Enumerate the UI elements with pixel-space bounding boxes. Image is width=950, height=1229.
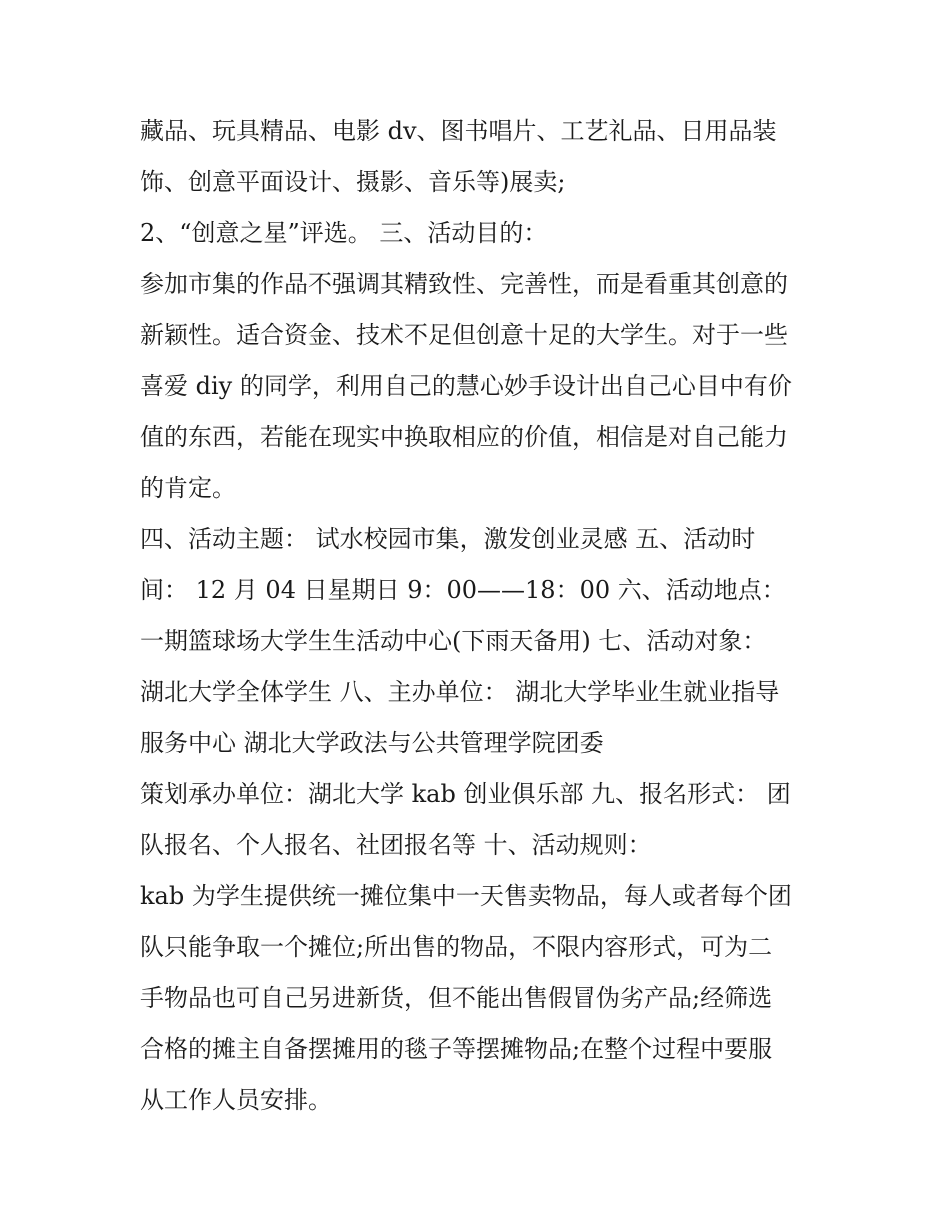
text-line: kab 为学生提供统一摊位集中一天售卖物品，每人或者每个团 [140, 882, 792, 910]
text-line: 四、活动主题： 试水校园市集，激发创业灵感 五、活动时 [140, 525, 756, 553]
text-line: 藏品、玩具精品、电影 dv、图书唱片、工艺礼品、日用品装 [140, 117, 777, 145]
text-line: 喜爱 diy 的同学，利用自己的慧心妙手设计出自己心目中有价 [140, 372, 792, 400]
text-line: 饰、创意平面设计、摄影、音乐等)展卖; [140, 168, 566, 196]
text-line: 一期篮球场大学生生活动中心(下雨天备用) 七、活动对象： [140, 627, 767, 655]
text-line: 手物品也可自己另进新货，但不能出售假冒伪劣产品;经筛选 [140, 984, 773, 1012]
text-line: 湖北大学全体学生 八、主办单位： 湖北大学毕业生就业指导 [140, 678, 780, 706]
text-line: 队报名、个人报名、社团报名等 十、活动规则： [140, 831, 652, 859]
text-line: 的肯定。 [140, 474, 236, 502]
text-line: 值的东西，若能在现实中换取相应的价值，相信是对自己能力 [140, 423, 788, 451]
text-line: 参加市集的作品不强调其精致性、完善性，而是看重其创意的 [140, 270, 788, 298]
text-line: 合格的摊主自备摆摊用的毯子等摆摊物品;在整个过程中要服 [140, 1035, 773, 1063]
text-line: 队只能争取一个摊位;所出售的物品，不限内容形式，可为二 [140, 933, 773, 961]
text-line: 服务中心 湖北大学政法与公共管理学院团委 [140, 729, 604, 757]
text-line: 从工作人员安排。 [140, 1086, 332, 1114]
document-body [140, 106, 820, 1126]
text-line: 策划承办单位：湖北大学 kab 创业俱乐部 九、报名形式： 团 [140, 780, 791, 808]
text-line: 2、“创意之星”评选。 三、活动目的： [140, 219, 548, 247]
text-line: 间： 12 月 04 日星期日 9：00——18：00 六、活动地点： [140, 576, 786, 604]
text-line: 新颖性。适合资金、技术不足但创意十足的大学生。对于一些 [140, 321, 788, 349]
